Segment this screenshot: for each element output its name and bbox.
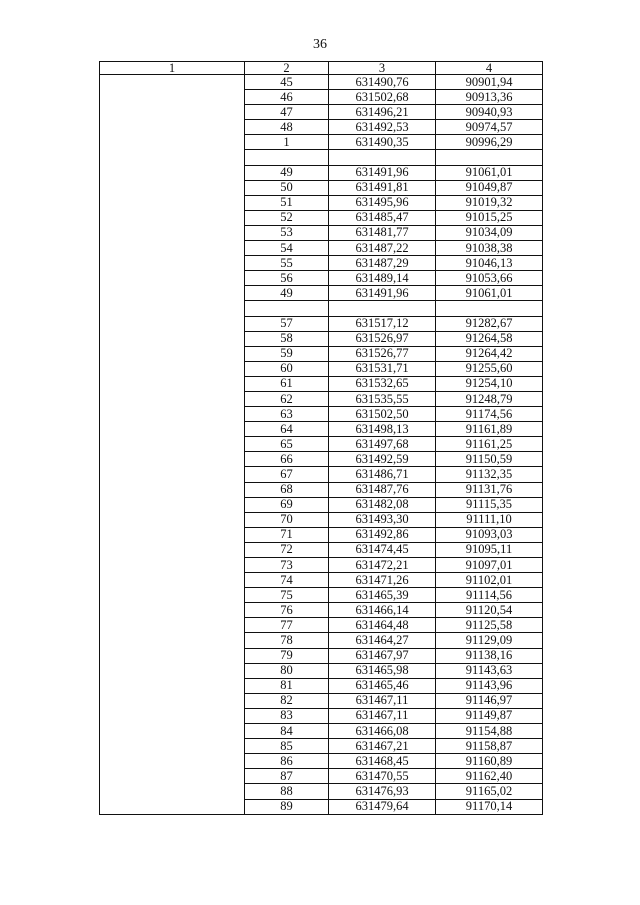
- coord-x-cell: 631467,11: [329, 693, 436, 708]
- coord-y-cell: 91125,58: [436, 618, 543, 633]
- coord-y-cell: 91131,76: [436, 482, 543, 497]
- coord-y-cell: [436, 301, 543, 316]
- coord-y-cell: 91034,09: [436, 225, 543, 240]
- coord-y-cell: 91143,63: [436, 663, 543, 678]
- coord-x-cell: 631502,68: [329, 90, 436, 105]
- coord-x-cell: 631464,27: [329, 633, 436, 648]
- point-number-cell: 47: [245, 105, 329, 120]
- point-number-cell: 81: [245, 678, 329, 693]
- point-number-cell: [245, 301, 329, 316]
- point-number-cell: 49: [245, 165, 329, 180]
- coord-x-cell: 631464,48: [329, 618, 436, 633]
- point-number-cell: 51: [245, 195, 329, 210]
- coord-x-cell: 631491,96: [329, 286, 436, 301]
- point-number-cell: 54: [245, 241, 329, 256]
- point-number-cell: 77: [245, 618, 329, 633]
- page-number: 36: [313, 37, 327, 52]
- coord-x-cell: 631465,98: [329, 663, 436, 678]
- point-number-cell: 50: [245, 180, 329, 195]
- point-number-cell: 73: [245, 558, 329, 573]
- coord-y-cell: 91264,42: [436, 346, 543, 361]
- coord-y-cell: 91174,56: [436, 407, 543, 422]
- coord-x-cell: 631467,11: [329, 708, 436, 723]
- coordinates-table-body: [100, 62, 543, 815]
- coord-y-cell: 91162,40: [436, 769, 543, 784]
- coord-x-cell: 631487,76: [329, 482, 436, 497]
- point-number-cell: 69: [245, 497, 329, 512]
- coord-y-cell: 91146,97: [436, 693, 543, 708]
- point-number-cell: 72: [245, 542, 329, 557]
- coord-y-cell: 91132,35: [436, 467, 543, 482]
- coord-x-cell: 631526,97: [329, 331, 436, 346]
- point-number-cell: 89: [245, 799, 329, 814]
- coord-y-cell: 91248,79: [436, 391, 543, 406]
- coord-x-cell: 631496,21: [329, 105, 436, 120]
- coord-y-cell: 91165,02: [436, 784, 543, 799]
- point-number-cell: 52: [245, 210, 329, 225]
- coord-x-cell: 631465,46: [329, 678, 436, 693]
- point-number-cell: 61: [245, 376, 329, 391]
- coord-y-cell: 91120,54: [436, 603, 543, 618]
- coord-x-cell: 631487,22: [329, 241, 436, 256]
- point-number-cell: 76: [245, 603, 329, 618]
- coord-x-cell: 631535,55: [329, 391, 436, 406]
- coord-y-cell: 90913,36: [436, 90, 543, 105]
- coord-x-cell: 631517,12: [329, 316, 436, 331]
- coord-x-cell: 631465,39: [329, 588, 436, 603]
- coord-y-cell: 91264,58: [436, 331, 543, 346]
- coord-x-cell: 631490,76: [329, 75, 436, 90]
- coord-x-cell: 631495,96: [329, 195, 436, 210]
- coord-y-cell: 91053,66: [436, 271, 543, 286]
- coord-x-cell: 631498,13: [329, 422, 436, 437]
- point-number-cell: 70: [245, 512, 329, 527]
- point-number-cell: 79: [245, 648, 329, 663]
- point-number-cell: 65: [245, 437, 329, 452]
- coord-x-cell: 631470,55: [329, 769, 436, 784]
- point-number-cell: 80: [245, 663, 329, 678]
- coord-x-cell: 631485,47: [329, 210, 436, 225]
- coord-x-cell: 631487,29: [329, 256, 436, 271]
- point-number-cell: 83: [245, 708, 329, 723]
- coord-x-cell: 631490,35: [329, 135, 436, 150]
- coord-y-cell: 91038,38: [436, 241, 543, 256]
- coord-x-cell: 631492,59: [329, 452, 436, 467]
- coord-x-cell: 631479,64: [329, 799, 436, 814]
- point-number-cell: 46: [245, 90, 329, 105]
- coord-y-cell: 90974,57: [436, 120, 543, 135]
- coord-y-cell: 91114,56: [436, 588, 543, 603]
- coord-y-cell: 91138,16: [436, 648, 543, 663]
- coord-y-cell: 91149,87: [436, 708, 543, 723]
- point-number-cell: 59: [245, 346, 329, 361]
- coord-y-cell: 91154,88: [436, 724, 543, 739]
- coord-x-cell: 631466,14: [329, 603, 436, 618]
- point-number-cell: 53: [245, 225, 329, 240]
- point-number-cell: [245, 150, 329, 165]
- coord-y-cell: 91061,01: [436, 165, 543, 180]
- point-number-cell: 56: [245, 271, 329, 286]
- coord-x-cell: 631486,71: [329, 467, 436, 482]
- point-number-cell: 48: [245, 120, 329, 135]
- coord-y-cell: 91150,59: [436, 452, 543, 467]
- coord-y-cell: 91158,87: [436, 739, 543, 754]
- point-number-cell: 68: [245, 482, 329, 497]
- coord-y-cell: 91160,89: [436, 754, 543, 769]
- coord-y-cell: 91061,01: [436, 286, 543, 301]
- coord-x-cell: 631531,71: [329, 361, 436, 376]
- point-number-cell: 45: [245, 75, 329, 90]
- coord-x-cell: 631493,30: [329, 512, 436, 527]
- point-number-cell: 88: [245, 784, 329, 799]
- coord-x-cell: 631526,77: [329, 346, 436, 361]
- point-number-cell: 82: [245, 693, 329, 708]
- coord-y-cell: 91102,01: [436, 573, 543, 588]
- point-number-cell: 49: [245, 286, 329, 301]
- coord-y-cell: 91015,25: [436, 210, 543, 225]
- point-number-cell: 55: [245, 256, 329, 271]
- point-number-cell: 71: [245, 527, 329, 542]
- point-number-cell: 78: [245, 633, 329, 648]
- point-number-cell: 63: [245, 407, 329, 422]
- coord-y-cell: 91049,87: [436, 180, 543, 195]
- coord-x-cell: [329, 301, 436, 316]
- point-number-cell: 74: [245, 573, 329, 588]
- point-number-cell: 67: [245, 467, 329, 482]
- coord-y-cell: [436, 150, 543, 165]
- coord-y-cell: 91093,03: [436, 527, 543, 542]
- coord-x-cell: 631476,93: [329, 784, 436, 799]
- coord-x-cell: 631492,86: [329, 527, 436, 542]
- coord-y-cell: 91282,67: [436, 316, 543, 331]
- point-number-cell: 84: [245, 724, 329, 739]
- coord-x-cell: 631472,21: [329, 558, 436, 573]
- header-col-4: 4: [436, 62, 543, 75]
- coord-x-cell: 631474,45: [329, 542, 436, 557]
- coord-x-cell: 631491,81: [329, 180, 436, 195]
- coord-y-cell: 91143,96: [436, 678, 543, 693]
- point-number-cell: 64: [245, 422, 329, 437]
- coord-y-cell: 91255,60: [436, 361, 543, 376]
- coord-x-cell: 631481,77: [329, 225, 436, 240]
- coord-x-cell: 631489,14: [329, 271, 436, 286]
- col-1-merged-cell: [100, 75, 245, 815]
- coord-x-cell: 631466,08: [329, 724, 436, 739]
- coord-y-cell: 91170,14: [436, 799, 543, 814]
- coord-y-cell: 91095,11: [436, 542, 543, 557]
- point-number-cell: 86: [245, 754, 329, 769]
- table-row: [100, 75, 543, 90]
- coord-y-cell: 91129,09: [436, 633, 543, 648]
- coord-y-cell: 91097,01: [436, 558, 543, 573]
- coord-y-cell: 90901,94: [436, 75, 543, 90]
- point-number-cell: 75: [245, 588, 329, 603]
- point-number-cell: 87: [245, 769, 329, 784]
- coord-y-cell: 91019,32: [436, 195, 543, 210]
- coord-y-cell: 91111,10: [436, 512, 543, 527]
- coord-y-cell: 90996,29: [436, 135, 543, 150]
- coord-y-cell: 91046,13: [436, 256, 543, 271]
- point-number-cell: 60: [245, 361, 329, 376]
- point-number-cell: 62: [245, 391, 329, 406]
- coord-x-cell: 631497,68: [329, 437, 436, 452]
- header-col-3: 3: [329, 62, 436, 75]
- coord-x-cell: 631467,21: [329, 739, 436, 754]
- point-number-cell: 85: [245, 739, 329, 754]
- coord-x-cell: 631492,53: [329, 120, 436, 135]
- coord-x-cell: 631471,26: [329, 573, 436, 588]
- coord-y-cell: 90940,93: [436, 105, 543, 120]
- coord-x-cell: 631532,65: [329, 376, 436, 391]
- coord-x-cell: 631502,50: [329, 407, 436, 422]
- coord-x-cell: 631468,45: [329, 754, 436, 769]
- coord-y-cell: 91115,35: [436, 497, 543, 512]
- coord-x-cell: 631491,96: [329, 165, 436, 180]
- coord-y-cell: 91161,89: [436, 422, 543, 437]
- point-number-cell: 1: [245, 135, 329, 150]
- table-header-row: [100, 62, 543, 75]
- point-number-cell: 57: [245, 316, 329, 331]
- coord-x-cell: 631482,08: [329, 497, 436, 512]
- header-col-1: 1: [100, 62, 245, 75]
- coord-x-cell: [329, 150, 436, 165]
- coord-x-cell: 631467,97: [329, 648, 436, 663]
- coord-y-cell: 91254,10: [436, 376, 543, 391]
- header-col-2: 2: [245, 62, 329, 75]
- point-number-cell: 66: [245, 452, 329, 467]
- coordinates-table: [99, 61, 543, 815]
- coord-y-cell: 91161,25: [436, 437, 543, 452]
- point-number-cell: 58: [245, 331, 329, 346]
